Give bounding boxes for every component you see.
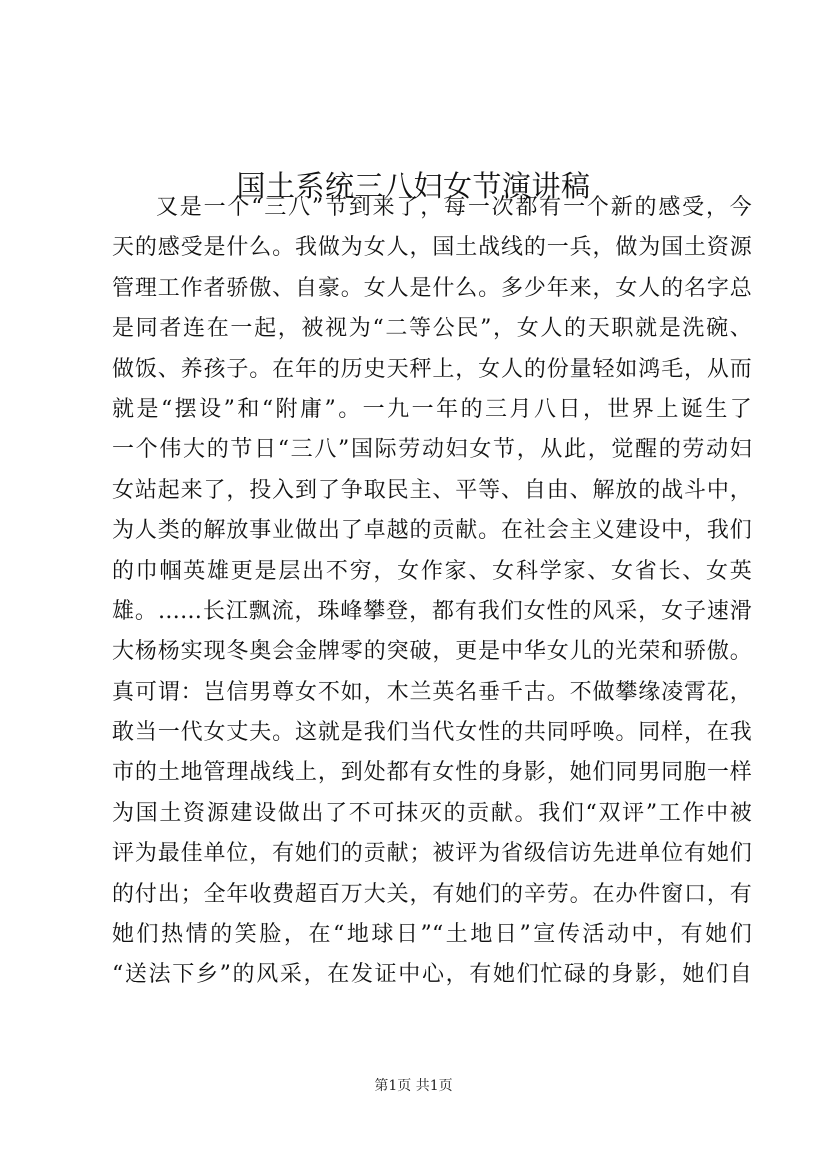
body-paragraph [112,188,752,996]
paragraph-line: 市的土地管理战线上，到处都有女性的身影，她们同男同胞一样 [112,760,752,786]
paragraph-line: 她们热情的笑脸，在“地球日”“土地日”宣传活动中，有她们 [112,922,752,948]
paragraph-line: “送法下乡”的风采，在发证中心，有她们忙碌的身影，她们自 [112,962,752,988]
page-footer: 第1页 共1页 [374,1078,453,1094]
paragraph-line: 真可谓：岂信男尊女不如，木兰英名垂千古。不做攀缘凌霄花， [112,679,752,705]
paragraph-line: 大杨杨实现冬奥会金牌零的突破，更是中华女儿的光荣和骄傲。 [112,639,752,665]
paragraph-line: 是同者连在一起，被视为“二等公民”，女人的天职就是洗碗、 [112,316,752,342]
paragraph-line: 为人类的解放事业做出了卓越的贡献。在社会主义建设中，我们 [112,518,752,544]
paragraph-line: 的付出；全年收费超百万大关，有她们的辛劳。在办件窗口，有 [112,881,752,907]
paragraph-line: 就是“摆设”和“附庸”。一九一年的三月八日，世界上诞生了 [112,396,752,422]
paragraph-line: 雄。……长江飘流，珠峰攀登，都有我们女性的风采，女子速滑 [112,598,752,624]
paragraph-line: 为国土资源建设做出了不可抹灭的贡献。我们“双评”工作中被 [112,800,752,826]
paragraph-line: 一个伟大的节日“三八”国际劳动妇女节，从此，觉醒的劳动妇 [112,437,752,463]
paragraph-line: 评为最佳单位，有她们的贡献；被评为省级信访先进单位有她们 [112,841,752,867]
document-title: 国土系统三八妇女节演讲稿 [236,169,591,204]
paragraph-line: 女站起来了，投入到了争取民主、平等、自由、解放的战斗中， [112,477,752,503]
paragraph-line: 管理工作者骄傲、自豪。女人是什么。多少年来，女人的名字总 [112,275,752,301]
paragraph-line: 天的感受是什么。我做为女人，国土战线的一兵，做为国土资源 [112,235,752,261]
paragraph-line: 又是一个“三八”节到来了，每一次都有一个新的感受，今 [156,195,752,220]
paragraph-line: 做饭、养孩子。在年的历史天秤上，女人的份量轻如鸿毛，从而 [112,356,752,382]
paragraph-line: 敢当一代女丈夫。这就是我们当代女性的共同呼唤。同样，在我 [112,720,752,746]
paragraph-line: 的巾帼英雄更是层出不穷，女作家、女科学家、女省长、女英 [112,558,752,584]
